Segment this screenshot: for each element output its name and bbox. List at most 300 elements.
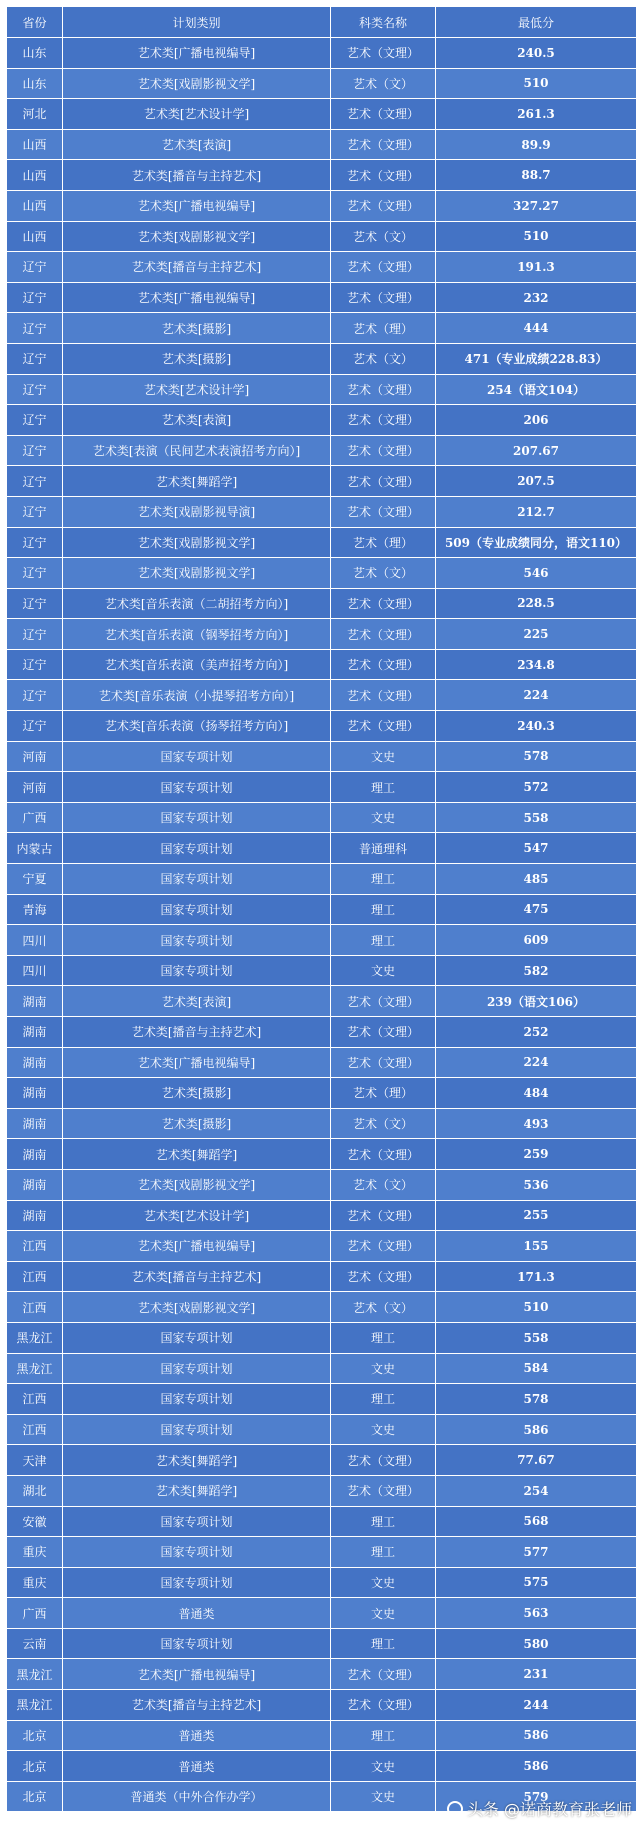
cell-plan-category: 艺术类[舞蹈学] bbox=[63, 1475, 331, 1506]
cell-plan-category: 艺术类[戏剧影视文学] bbox=[63, 221, 331, 252]
cell-min-score: 578 bbox=[436, 1384, 637, 1415]
cell-province: 宁夏 bbox=[7, 864, 63, 895]
cell-plan-category: 国家专项计划 bbox=[63, 741, 331, 772]
cell-min-score: 609 bbox=[436, 925, 637, 956]
cell-plan-category: 艺术类[戏剧影视文学] bbox=[63, 1292, 331, 1323]
cell-subject-type: 文史 bbox=[331, 955, 436, 986]
cell-subject-type: 艺术（文理） bbox=[331, 1445, 436, 1476]
cell-province: 辽宁 bbox=[7, 680, 63, 711]
cell-subject-type: 艺术（理） bbox=[331, 1078, 436, 1109]
cell-province: 北京 bbox=[7, 1720, 63, 1751]
cell-province: 广西 bbox=[7, 1598, 63, 1629]
header-row bbox=[7, 7, 637, 38]
cell-plan-category: 艺术类[播音与主持艺术] bbox=[63, 1261, 331, 1292]
table-row bbox=[7, 1537, 637, 1568]
table-row bbox=[7, 1047, 637, 1078]
cell-plan-category: 国家专项计划 bbox=[63, 1537, 331, 1568]
table-row bbox=[7, 864, 637, 895]
cell-subject-type: 艺术（文理） bbox=[331, 588, 436, 619]
cell-plan-category: 国家专项计划 bbox=[63, 1506, 331, 1537]
cell-province: 湖南 bbox=[7, 1200, 63, 1231]
cell-subject-type: 艺术（文） bbox=[331, 221, 436, 252]
cell-province: 湖北 bbox=[7, 1475, 63, 1506]
cell-min-score: 232 bbox=[436, 282, 637, 313]
score-table bbox=[6, 6, 637, 1812]
cell-province: 辽宁 bbox=[7, 252, 63, 283]
cell-province: 江西 bbox=[7, 1292, 63, 1323]
cell-min-score: 240.3 bbox=[436, 711, 637, 742]
table-body bbox=[7, 38, 637, 1812]
cell-subject-type: 艺术（文理） bbox=[331, 711, 436, 742]
cell-plan-category: 艺术类[广播电视编导] bbox=[63, 1659, 331, 1690]
table-row bbox=[7, 925, 637, 956]
cell-plan-category: 艺术类[音乐表演（钢琴招考方向）] bbox=[63, 619, 331, 650]
cell-province: 辽宁 bbox=[7, 649, 63, 680]
header-province: 省份 bbox=[7, 7, 63, 38]
table-row bbox=[7, 313, 637, 344]
cell-subject-type: 文史 bbox=[331, 802, 436, 833]
cell-subject-type: 艺术（文理） bbox=[331, 1261, 436, 1292]
table-row bbox=[7, 1322, 637, 1353]
cell-plan-category: 艺术类[舞蹈学] bbox=[63, 1139, 331, 1170]
cell-subject-type: 艺术（文） bbox=[331, 1292, 436, 1323]
cell-min-score: 536 bbox=[436, 1169, 637, 1200]
cell-min-score: 509（专业成绩同分，语文110） bbox=[436, 527, 637, 558]
cell-plan-category: 艺术类[戏剧影视文学] bbox=[63, 527, 331, 558]
cell-subject-type: 理工 bbox=[331, 1720, 436, 1751]
cell-plan-category: 艺术类[表演] bbox=[63, 986, 331, 1017]
table-row bbox=[7, 558, 637, 589]
table-row bbox=[7, 1139, 637, 1170]
cell-province: 山西 bbox=[7, 129, 63, 160]
cell-province: 辽宁 bbox=[7, 558, 63, 589]
cell-min-score: 206 bbox=[436, 405, 637, 436]
cell-province: 山东 bbox=[7, 38, 63, 69]
cell-province: 江西 bbox=[7, 1414, 63, 1445]
table-row bbox=[7, 1078, 637, 1109]
cell-min-score: 327.27 bbox=[436, 190, 637, 221]
cell-plan-category: 艺术类[广播电视编导] bbox=[63, 1047, 331, 1078]
cell-min-score: 89.9 bbox=[436, 129, 637, 160]
cell-min-score: 586 bbox=[436, 1414, 637, 1445]
cell-plan-category: 国家专项计划 bbox=[63, 1384, 331, 1415]
cell-province: 重庆 bbox=[7, 1537, 63, 1568]
table-header bbox=[7, 7, 637, 38]
cell-min-score: 563 bbox=[436, 1598, 637, 1629]
cell-province: 山东 bbox=[7, 68, 63, 99]
cell-subject-type: 艺术（文理） bbox=[331, 649, 436, 680]
table-row bbox=[7, 405, 637, 436]
table-row bbox=[7, 680, 637, 711]
table-row bbox=[7, 1017, 637, 1048]
cell-plan-category: 艺术类[表演] bbox=[63, 405, 331, 436]
cell-province: 江西 bbox=[7, 1384, 63, 1415]
cell-subject-type: 艺术（文理） bbox=[331, 190, 436, 221]
table-row bbox=[7, 252, 637, 283]
cell-province: 辽宁 bbox=[7, 435, 63, 466]
cell-min-score: 207.67 bbox=[436, 435, 637, 466]
cell-plan-category: 艺术类[戏剧影视文学] bbox=[63, 1169, 331, 1200]
cell-plan-category: 艺术类[音乐表演（二胡招考方向）] bbox=[63, 588, 331, 619]
cell-subject-type: 文史 bbox=[331, 1598, 436, 1629]
cell-subject-type: 艺术（文理） bbox=[331, 1475, 436, 1506]
cell-min-score: 547 bbox=[436, 833, 637, 864]
cell-subject-type: 理工 bbox=[331, 1384, 436, 1415]
table-row bbox=[7, 1751, 637, 1782]
cell-plan-category: 艺术类[播音与主持艺术] bbox=[63, 1017, 331, 1048]
table-row bbox=[7, 343, 637, 374]
cell-min-score: 579 bbox=[436, 1781, 637, 1812]
cell-min-score: 475 bbox=[436, 894, 637, 925]
cell-province: 山西 bbox=[7, 221, 63, 252]
cell-subject-type: 艺术（文理） bbox=[331, 680, 436, 711]
cell-plan-category: 艺术类[广播电视编导] bbox=[63, 282, 331, 313]
table-row bbox=[7, 1598, 637, 1629]
table-row bbox=[7, 649, 637, 680]
cell-subject-type: 艺术（理） bbox=[331, 313, 436, 344]
cell-province: 湖南 bbox=[7, 1047, 63, 1078]
table-row bbox=[7, 1567, 637, 1598]
cell-province: 辽宁 bbox=[7, 619, 63, 650]
cell-province: 辽宁 bbox=[7, 711, 63, 742]
cell-plan-category: 国家专项计划 bbox=[63, 833, 331, 864]
cell-subject-type: 艺术（文理） bbox=[331, 986, 436, 1017]
table-row bbox=[7, 221, 637, 252]
cell-subject-type: 艺术（文） bbox=[331, 558, 436, 589]
cell-subject-type: 艺术（文理） bbox=[331, 405, 436, 436]
table-row bbox=[7, 1384, 637, 1415]
cell-plan-category: 艺术类[播音与主持艺术] bbox=[63, 1690, 331, 1721]
cell-plan-category: 艺术类[戏剧影视导演] bbox=[63, 496, 331, 527]
cell-min-score: 254（语文104） bbox=[436, 374, 637, 405]
cell-min-score: 252 bbox=[436, 1017, 637, 1048]
cell-min-score: 582 bbox=[436, 955, 637, 986]
cell-plan-category: 艺术类[摄影] bbox=[63, 1108, 331, 1139]
cell-min-score: 575 bbox=[436, 1567, 637, 1598]
table-row bbox=[7, 129, 637, 160]
header-subject-type: 科类名称 bbox=[331, 7, 436, 38]
cell-province: 黑龙江 bbox=[7, 1322, 63, 1353]
cell-plan-category: 艺术类[艺术设计学] bbox=[63, 99, 331, 130]
cell-subject-type: 艺术（文理） bbox=[331, 1139, 436, 1170]
cell-province: 黑龙江 bbox=[7, 1659, 63, 1690]
watermark bbox=[447, 1797, 632, 1820]
cell-plan-category: 国家专项计划 bbox=[63, 802, 331, 833]
cell-province: 河北 bbox=[7, 99, 63, 130]
cell-subject-type: 艺术（文理） bbox=[331, 160, 436, 191]
cell-province: 重庆 bbox=[7, 1567, 63, 1598]
cell-min-score: 171.3 bbox=[436, 1261, 637, 1292]
cell-subject-type: 文史 bbox=[331, 741, 436, 772]
cell-province: 湖南 bbox=[7, 1017, 63, 1048]
table-row bbox=[7, 1506, 637, 1537]
cell-min-score: 207.5 bbox=[436, 466, 637, 497]
table-row bbox=[7, 527, 637, 558]
cell-subject-type: 理工 bbox=[331, 925, 436, 956]
cell-min-score: 225 bbox=[436, 619, 637, 650]
cell-min-score: 578 bbox=[436, 741, 637, 772]
cell-province: 北京 bbox=[7, 1751, 63, 1782]
table-row bbox=[7, 1353, 637, 1384]
table-row bbox=[7, 1445, 637, 1476]
cell-min-score: 191.3 bbox=[436, 252, 637, 283]
cell-province: 黑龙江 bbox=[7, 1690, 63, 1721]
cell-min-score: 88.7 bbox=[436, 160, 637, 191]
cell-plan-category: 艺术类[摄影] bbox=[63, 343, 331, 374]
cell-plan-category: 艺术类[音乐表演（小提琴招考方向）] bbox=[63, 680, 331, 711]
table-row bbox=[7, 711, 637, 742]
cell-province: 青海 bbox=[7, 894, 63, 925]
cell-province: 湖南 bbox=[7, 1108, 63, 1139]
cell-subject-type: 理工 bbox=[331, 1628, 436, 1659]
cell-plan-category: 国家专项计划 bbox=[63, 1414, 331, 1445]
cell-min-score: 259 bbox=[436, 1139, 637, 1170]
table-row bbox=[7, 160, 637, 191]
cell-plan-category: 艺术类[表演（民间艺术表演招考方向）] bbox=[63, 435, 331, 466]
cell-min-score: 572 bbox=[436, 772, 637, 803]
cell-subject-type: 文史 bbox=[331, 1781, 436, 1812]
cell-subject-type: 艺术（文理） bbox=[331, 496, 436, 527]
table-row bbox=[7, 1231, 637, 1262]
cell-plan-category: 艺术类[摄影] bbox=[63, 1078, 331, 1109]
cell-province: 辽宁 bbox=[7, 374, 63, 405]
cell-province: 内蒙古 bbox=[7, 833, 63, 864]
cell-min-score: 546 bbox=[436, 558, 637, 589]
cell-subject-type: 艺术（文理） bbox=[331, 1200, 436, 1231]
table-row bbox=[7, 1108, 637, 1139]
cell-province: 辽宁 bbox=[7, 466, 63, 497]
table-row bbox=[7, 282, 637, 313]
cell-subject-type: 艺术（文理） bbox=[331, 282, 436, 313]
cell-min-score: 77.67 bbox=[436, 1445, 637, 1476]
cell-plan-category: 国家专项计划 bbox=[63, 894, 331, 925]
score-table-container bbox=[6, 6, 636, 1812]
cell-min-score: 510 bbox=[436, 1292, 637, 1323]
table-row bbox=[7, 955, 637, 986]
cell-plan-category: 国家专项计划 bbox=[63, 925, 331, 956]
cell-plan-category: 艺术类[音乐表演（扬琴招考方向）] bbox=[63, 711, 331, 742]
cell-subject-type: 艺术（文理） bbox=[331, 1231, 436, 1262]
cell-min-score: 224 bbox=[436, 680, 637, 711]
cell-subject-type: 艺术（文理） bbox=[331, 99, 436, 130]
cell-min-score: 568 bbox=[436, 1506, 637, 1537]
cell-province: 北京 bbox=[7, 1781, 63, 1812]
cell-subject-type: 理工 bbox=[331, 864, 436, 895]
cell-subject-type: 艺术（文理） bbox=[331, 466, 436, 497]
cell-province: 江西 bbox=[7, 1231, 63, 1262]
cell-min-score: 485 bbox=[436, 864, 637, 895]
toutiao-logo-icon bbox=[447, 1801, 463, 1817]
cell-plan-category: 艺术类[摄影] bbox=[63, 313, 331, 344]
cell-min-score: 254 bbox=[436, 1475, 637, 1506]
cell-min-score: 580 bbox=[436, 1628, 637, 1659]
cell-plan-category: 艺术类[广播电视编导] bbox=[63, 190, 331, 221]
table-row bbox=[7, 1628, 637, 1659]
cell-plan-category: 艺术类[艺术设计学] bbox=[63, 1200, 331, 1231]
cell-province: 天津 bbox=[7, 1445, 63, 1476]
cell-min-score: 255 bbox=[436, 1200, 637, 1231]
table-row bbox=[7, 833, 637, 864]
cell-min-score: 586 bbox=[436, 1720, 637, 1751]
cell-min-score: 493 bbox=[436, 1108, 637, 1139]
table-row bbox=[7, 1292, 637, 1323]
cell-province: 辽宁 bbox=[7, 405, 63, 436]
cell-plan-category: 艺术类[艺术设计学] bbox=[63, 374, 331, 405]
table-row bbox=[7, 986, 637, 1017]
cell-min-score: 558 bbox=[436, 802, 637, 833]
cell-min-score: 586 bbox=[436, 1751, 637, 1782]
cell-plan-category: 国家专项计划 bbox=[63, 772, 331, 803]
cell-min-score: 444 bbox=[436, 313, 637, 344]
cell-subject-type: 艺术（文理） bbox=[331, 1017, 436, 1048]
table-row bbox=[7, 190, 637, 221]
table-row bbox=[7, 802, 637, 833]
cell-subject-type: 艺术（文理） bbox=[331, 38, 436, 69]
cell-subject-type: 艺术（文理） bbox=[331, 1047, 436, 1078]
cell-min-score: 510 bbox=[436, 68, 637, 99]
cell-plan-category: 普通类 bbox=[63, 1751, 331, 1782]
cell-subject-type: 文史 bbox=[331, 1353, 436, 1384]
header-min-score: 最低分 bbox=[436, 7, 637, 38]
cell-min-score: 239（语文106） bbox=[436, 986, 637, 1017]
cell-plan-category: 普通类 bbox=[63, 1720, 331, 1751]
cell-province: 湖南 bbox=[7, 1078, 63, 1109]
cell-province: 江西 bbox=[7, 1261, 63, 1292]
cell-province: 安徽 bbox=[7, 1506, 63, 1537]
cell-province: 辽宁 bbox=[7, 313, 63, 344]
cell-subject-type: 艺术（文理） bbox=[331, 129, 436, 160]
cell-province: 湖南 bbox=[7, 1139, 63, 1170]
cell-plan-category: 艺术类[表演] bbox=[63, 129, 331, 160]
cell-subject-type: 艺术（理） bbox=[331, 527, 436, 558]
cell-province: 辽宁 bbox=[7, 527, 63, 558]
watermark-text: 头条 @诺商教育张老师 bbox=[466, 1800, 632, 1819]
table-row bbox=[7, 496, 637, 527]
cell-plan-category: 国家专项计划 bbox=[63, 1628, 331, 1659]
cell-subject-type: 艺术（文） bbox=[331, 1108, 436, 1139]
table-row bbox=[7, 1659, 637, 1690]
cell-province: 河南 bbox=[7, 772, 63, 803]
cell-min-score: 584 bbox=[436, 1353, 637, 1384]
table-row bbox=[7, 1169, 637, 1200]
cell-min-score: 510 bbox=[436, 221, 637, 252]
header-plan-category: 计划类别 bbox=[63, 7, 331, 38]
cell-min-score: 240.5 bbox=[436, 38, 637, 69]
cell-plan-category: 艺术类[戏剧影视文学] bbox=[63, 68, 331, 99]
cell-subject-type: 理工 bbox=[331, 894, 436, 925]
cell-subject-type: 理工 bbox=[331, 1506, 436, 1537]
cell-subject-type: 艺术（文理） bbox=[331, 374, 436, 405]
cell-province: 山西 bbox=[7, 160, 63, 191]
cell-province: 云南 bbox=[7, 1628, 63, 1659]
table-row bbox=[7, 435, 637, 466]
cell-subject-type: 艺术（文理） bbox=[331, 1659, 436, 1690]
table-row bbox=[7, 1690, 637, 1721]
cell-province: 辽宁 bbox=[7, 343, 63, 374]
cell-subject-type: 文史 bbox=[331, 1414, 436, 1445]
table-row bbox=[7, 99, 637, 130]
cell-plan-category: 艺术类[广播电视编导] bbox=[63, 1231, 331, 1262]
cell-plan-category: 艺术类[播音与主持艺术] bbox=[63, 160, 331, 191]
cell-plan-category: 国家专项计划 bbox=[63, 1567, 331, 1598]
cell-subject-type: 理工 bbox=[331, 1322, 436, 1353]
cell-subject-type: 文史 bbox=[331, 1751, 436, 1782]
cell-province: 四川 bbox=[7, 925, 63, 956]
table-row bbox=[7, 1475, 637, 1506]
table-row bbox=[7, 894, 637, 925]
cell-subject-type: 艺术（文） bbox=[331, 68, 436, 99]
cell-subject-type: 理工 bbox=[331, 772, 436, 803]
cell-subject-type: 理工 bbox=[331, 1537, 436, 1568]
table-row bbox=[7, 1200, 637, 1231]
cell-province: 湖南 bbox=[7, 1169, 63, 1200]
cell-province: 黑龙江 bbox=[7, 1353, 63, 1384]
cell-min-score: 224 bbox=[436, 1047, 637, 1078]
cell-plan-category: 国家专项计划 bbox=[63, 1353, 331, 1384]
table-row bbox=[7, 374, 637, 405]
cell-plan-category: 艺术类[广播电视编导] bbox=[63, 38, 331, 69]
table-row bbox=[7, 1261, 637, 1292]
cell-min-score: 471（专业成绩228.83） bbox=[436, 343, 637, 374]
cell-province: 辽宁 bbox=[7, 282, 63, 313]
cell-min-score: 261.3 bbox=[436, 99, 637, 130]
cell-min-score: 558 bbox=[436, 1322, 637, 1353]
cell-province: 辽宁 bbox=[7, 496, 63, 527]
cell-plan-category: 国家专项计划 bbox=[63, 955, 331, 986]
table-row bbox=[7, 1414, 637, 1445]
cell-min-score: 231 bbox=[436, 1659, 637, 1690]
cell-subject-type: 普通理科 bbox=[331, 833, 436, 864]
cell-plan-category: 国家专项计划 bbox=[63, 1322, 331, 1353]
cell-province: 山西 bbox=[7, 190, 63, 221]
cell-province: 河南 bbox=[7, 741, 63, 772]
cell-min-score: 212.7 bbox=[436, 496, 637, 527]
cell-plan-category: 普通类（中外合作办学） bbox=[63, 1781, 331, 1812]
cell-subject-type: 文史 bbox=[331, 1567, 436, 1598]
cell-subject-type: 艺术（文理） bbox=[331, 1690, 436, 1721]
cell-plan-category: 普通类 bbox=[63, 1598, 331, 1629]
cell-subject-type: 艺术（文理） bbox=[331, 435, 436, 466]
cell-province: 辽宁 bbox=[7, 588, 63, 619]
cell-min-score: 155 bbox=[436, 1231, 637, 1262]
cell-plan-category: 艺术类[舞蹈学] bbox=[63, 1445, 331, 1476]
cell-province: 广西 bbox=[7, 802, 63, 833]
cell-plan-category: 国家专项计划 bbox=[63, 864, 331, 895]
table-row bbox=[7, 466, 637, 497]
cell-min-score: 577 bbox=[436, 1537, 637, 1568]
cell-min-score: 484 bbox=[436, 1078, 637, 1109]
cell-subject-type: 艺术（文理） bbox=[331, 252, 436, 283]
cell-province: 四川 bbox=[7, 955, 63, 986]
cell-plan-category: 艺术类[播音与主持艺术] bbox=[63, 252, 331, 283]
table-row bbox=[7, 1720, 637, 1751]
table-row bbox=[7, 772, 637, 803]
cell-plan-category: 艺术类[音乐表演（美声招考方向）] bbox=[63, 649, 331, 680]
table-row bbox=[7, 619, 637, 650]
cell-min-score: 244 bbox=[436, 1690, 637, 1721]
cell-min-score: 234.8 bbox=[436, 649, 637, 680]
table-row bbox=[7, 588, 637, 619]
cell-plan-category: 艺术类[舞蹈学] bbox=[63, 466, 331, 497]
table-row bbox=[7, 38, 637, 69]
cell-plan-category: 艺术类[戏剧影视文学] bbox=[63, 558, 331, 589]
table-row bbox=[7, 741, 637, 772]
table-row bbox=[7, 68, 637, 99]
cell-subject-type: 艺术（文理） bbox=[331, 619, 436, 650]
cell-province: 湖南 bbox=[7, 986, 63, 1017]
cell-subject-type: 艺术（文） bbox=[331, 343, 436, 374]
cell-subject-type: 艺术（文） bbox=[331, 1169, 436, 1200]
